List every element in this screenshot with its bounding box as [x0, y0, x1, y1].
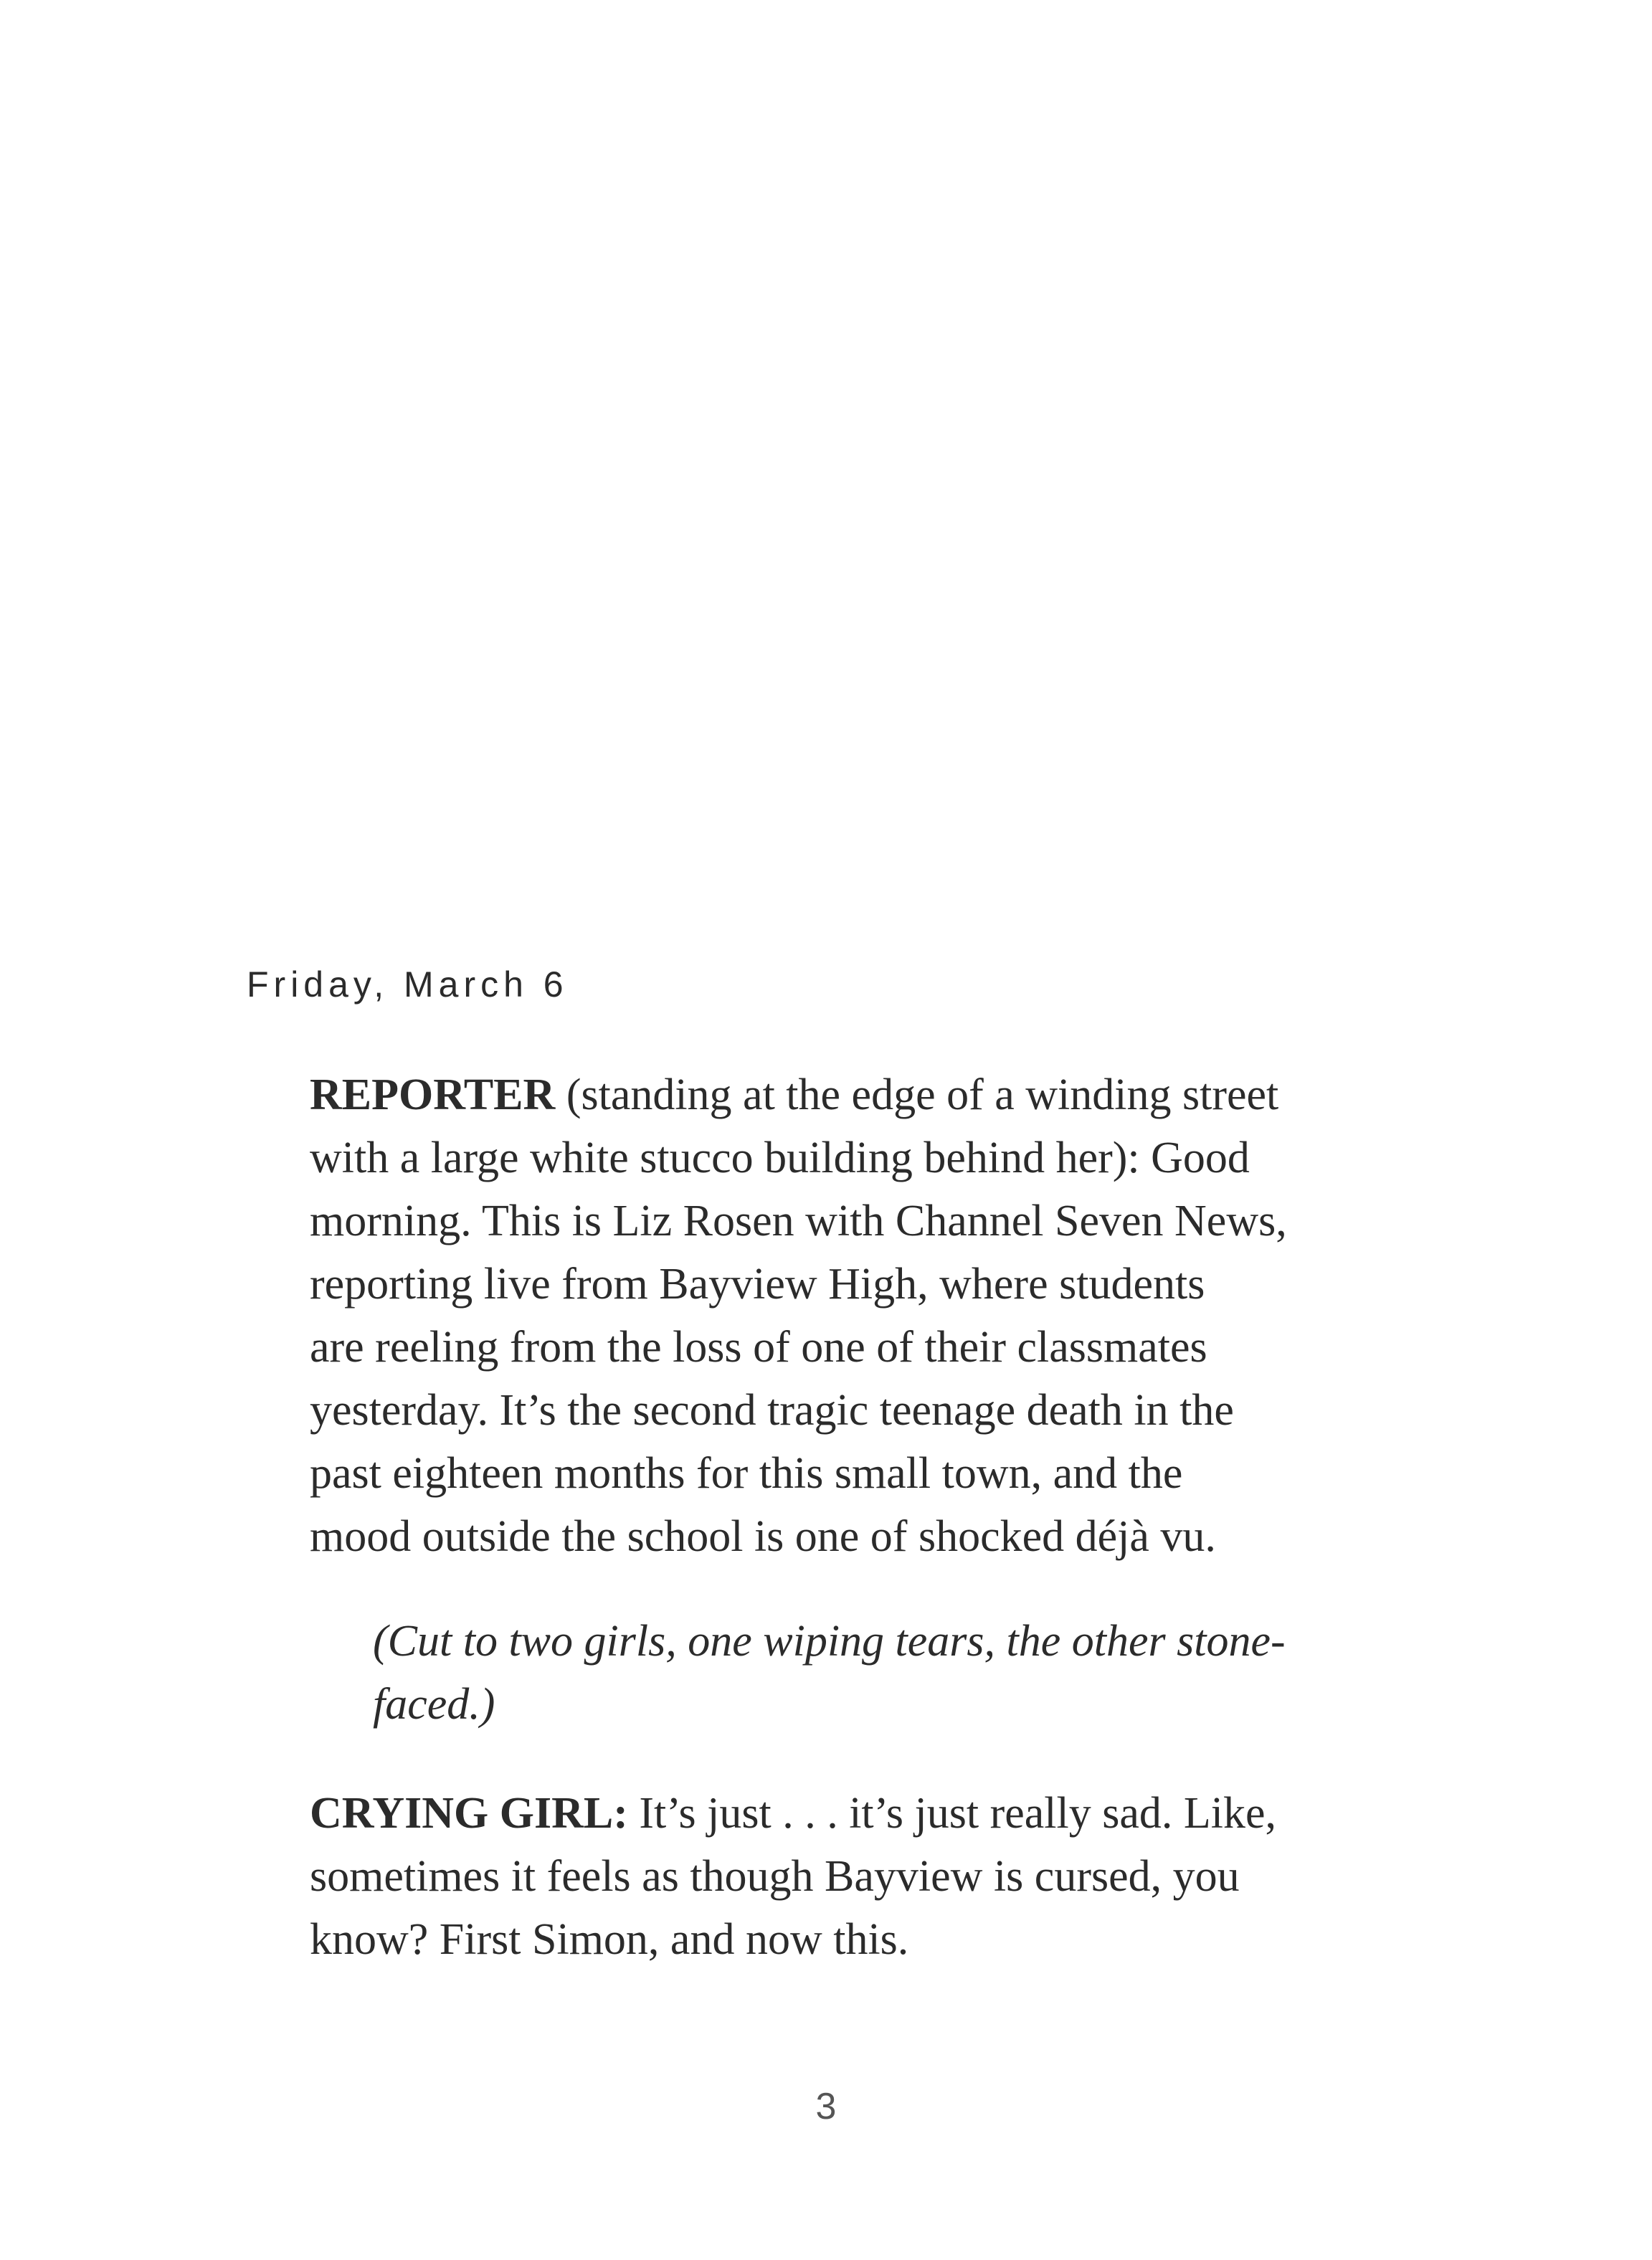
paragraph-line [310, 1791, 1276, 1836]
paragraph-line: know? First Simon, and now this. [310, 1915, 909, 1964]
speaker-name: CRYING GIRL: [310, 1789, 628, 1838]
paragraph-line [310, 1070, 1279, 1119]
dialogue-text: (standing at the edge of a winding street [555, 1070, 1279, 1119]
dialogue-text: It’s just . . . it’s just really sad. Like, [627, 1789, 1276, 1838]
stage-direction-line: faced.) [373, 1680, 495, 1729]
paragraph-line: with a large white stucco building behind her): Good [310, 1134, 1250, 1182]
date-heading: Friday, March 6 [247, 964, 569, 1005]
paragraph-line: mood outside the school is one of shocked déjà vu. [310, 1512, 1216, 1561]
paragraph-line: are reeling from the loss of one of their classmates [310, 1323, 1207, 1372]
stage-direction-line: (Cut to two girls, one wiping tears, the other stone- [373, 1617, 1286, 1666]
paragraph-line: morning. This is Liz Rosen with Channel Seven News, [310, 1197, 1287, 1245]
paragraph-line: past eighteen months for this small town, and the [310, 1449, 1183, 1498]
paragraph-line: yesterday. It’s the second tragic teenage death in the [310, 1386, 1234, 1435]
paragraph-line: reporting live from Bayview High, where students [310, 1260, 1205, 1309]
speaker-name: REPORTER [310, 1070, 556, 1119]
page-number: 3 [815, 2086, 837, 2127]
paragraph-line: sometimes it feels as though Bayview is cursed, you [310, 1852, 1240, 1901]
